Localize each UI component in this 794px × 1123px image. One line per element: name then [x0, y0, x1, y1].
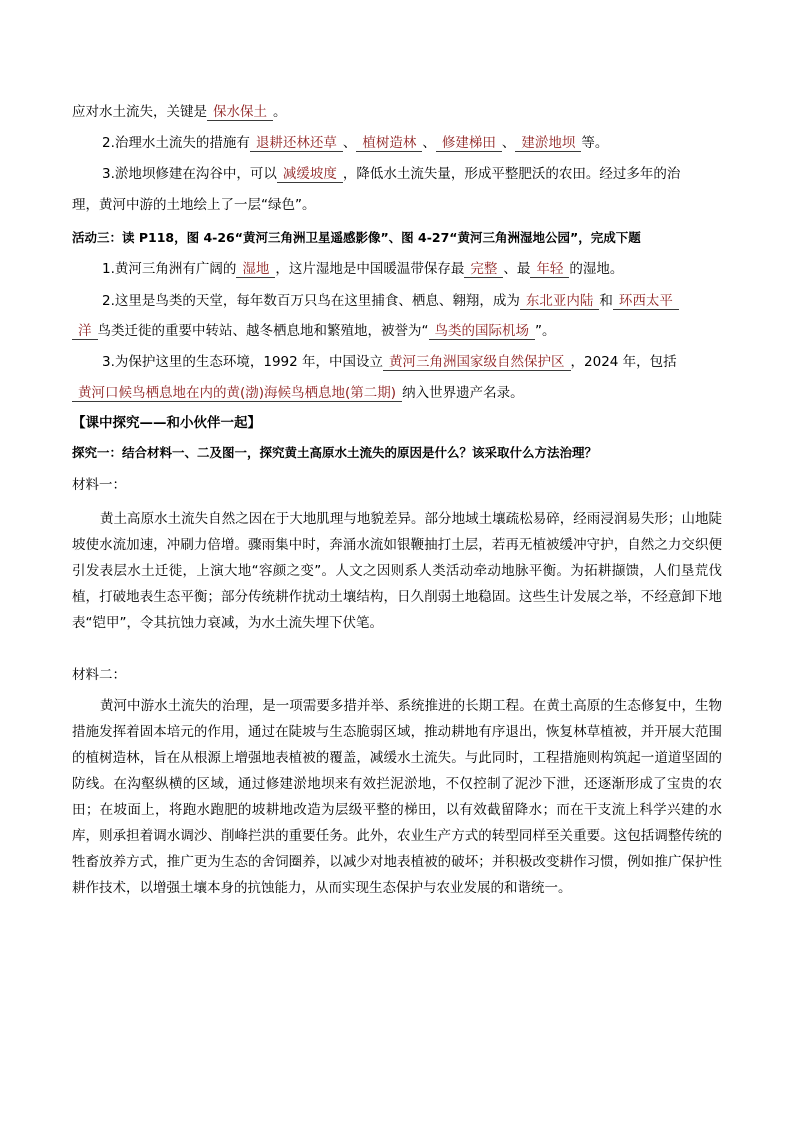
answer-blank: 环西太平: [613, 293, 679, 310]
item-3-continued: 理，黄河中游的土地绘上了一层“绿色”。: [72, 197, 316, 213]
text-line-1: 应对水土流失，关键是 保水保土 。: [72, 104, 287, 120]
answer-blank: 黄河三角洲国家级自然保护区: [383, 354, 571, 371]
material-1-text: 黄土高原水土流失自然之因在于大地肌理与地貌差异。部分地域土壤疏松易碎，经雨浸润易失形；山地陡坡使水流加速，冲刷力倍增。骤雨集中时，奔涌水流如银鞭抽打土层，若再无植被缓冲守护，自然之力交织便引发表层水土迁徙，上演大地“容颜之变”。人文之因则系人类活动牵动地脉平衡。为拓耕撷馈，人们垦荒伐植，打破地表生态平衡；部分传统耕作扰动土壤结构，日久削弱土地稳固。这些生计发展之举，不经意卸下地表“铠甲”，令其抗蚀力衰减，为水土流失埋下伏笔。: [72, 511, 722, 631]
section-header: 【课中探究——和小伙伴一起】: [72, 415, 261, 431]
explore-1-question: 探究一：结合材料一、二及图一，探究黄土高原水土流失的原因是什么？该采取什么方法治理？: [72, 445, 598, 460]
answer-blank: 修建梯田: [436, 135, 502, 152]
activity-3-q2-continued: 洋 鸟类迁徙的重要中转站、越冬栖息地和繁殖地，被誉为“ 鸟类的国际机场 ”。: [72, 321, 732, 341]
answer-blank: 鸟类的国际机场: [429, 323, 536, 340]
material-2-text: 黄河中游水土流失的治理，是一项需要多措并举、系统推进的长期工程。在黄土高原的生态修复中，生物措施发挥着固本培元的作用，通过在陡坡与生态脆弱区域，推动耕地有序退出，恢复林草植被，并开展大范围的植树造林，旨在从根源上增强地表植被的覆盖，减缓水土流失。与此同时，工程措施则构筑起一道道坚固的防线。在沟壑纵横的区域，通过修建淤地坝来有效拦泥淤地，不仅控制了泥沙下泄，还逐渐形成了宝贵的农田；在坡面上，将跑水跑肥的坡耕地改造为层级平整的梯田，以有效截留降水；而在干支流上科学兴建的水库，则承担着调水调沙、削峰拦洪的重要任务。此外，农业生产方式的转型同样至关重要。这包括调整传统的牲畜放养方式，推广更为生态的舍饲圈养，以减少对地表植被的破坏；并积极改变耕作习惯，例如推广保护性耕作技术，以增强土壤本身的抗蚀能力，从而实现生态保护与农业发展的和谐统一。: [72, 698, 722, 896]
item-3: 3.淤地坝修建在沟谷中，可以 减缓坡度 ，降低水土流失量，形成平整肥沃的农田。经过多年的治: [102, 166, 681, 182]
answer-blank: 黄河口候鸟栖息地在内的黄(渤)海候鸟栖息地(第二期): [72, 385, 402, 402]
answer-blank: 洋: [72, 323, 98, 340]
answer-blank: 减缓坡度: [277, 166, 343, 183]
answer-blank: 建淤地坝: [515, 135, 581, 152]
answer-blank: 退耕还林还草: [250, 135, 343, 152]
answer-blank: 植树造林: [356, 135, 422, 152]
answer-blank: 完整: [464, 261, 503, 278]
material-1-label: 材料一：: [72, 477, 126, 493]
answer-blank: 保水保土: [207, 104, 273, 121]
activity-3-q3: 3.为保护这里的生态环境，1992 年，中国设立 黄河三角洲国家级自然保护区 ，2024 年，包括: [102, 354, 677, 370]
activity-3-title: 活动三：读 P118，图 4-26“黄河三角洲卫星遥感影像”、图 4-27“黄河三角洲湿地公园”，完成下题: [72, 230, 641, 245]
item-2: 2.治理水土流失的措施有 退耕还林还草 、 植树造林 、 修建梯田 、 建淤地坝 等。: [102, 135, 609, 151]
answer-blank: 东北亚内陆: [520, 293, 600, 310]
activity-3-q2: 2.这里是鸟类的天堂，每年数百万只鸟在这里捕食、栖息、翱翔，成为 东北亚内陆 和 环西太平: [102, 291, 732, 311]
answer-blank: 湿地: [236, 261, 275, 278]
activity-3-q3-continued: 黄河口候鸟栖息地在内的黄(渤)海候鸟栖息地(第二期) 纳入世界遗产名录。: [72, 383, 732, 403]
material-2-label: 材料二：: [72, 667, 126, 683]
answer-blank: 年轻: [530, 261, 569, 278]
activity-3-q1: 1.黄河三角洲有广阔的 湿地 ，这片湿地是中国暖温带保存最 完整 、最 年轻 的湿地。: [102, 261, 624, 277]
